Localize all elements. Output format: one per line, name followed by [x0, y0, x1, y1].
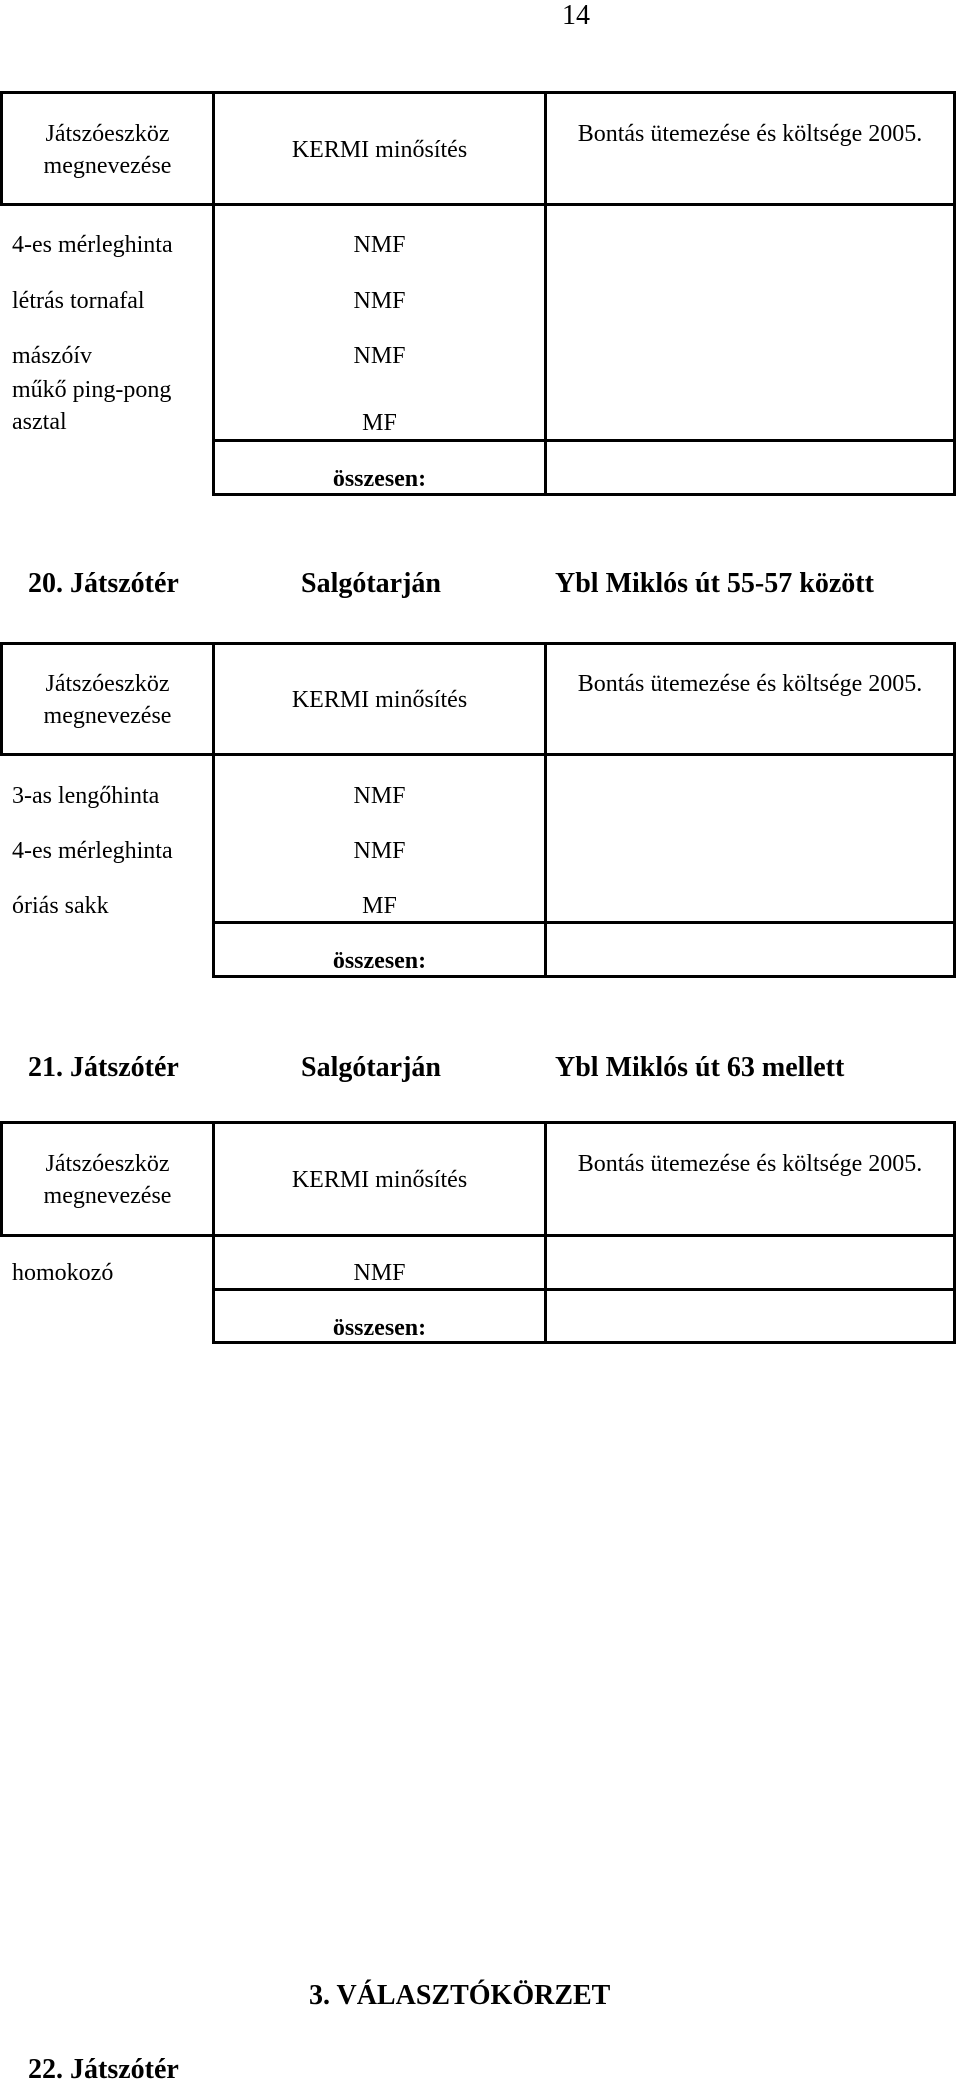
next-playground-heading: 22. Játszótér	[28, 2054, 179, 2085]
page-number: 14	[562, 0, 590, 31]
table-row-device: létrás tornafal	[12, 288, 145, 314]
playground-address: Ybl Miklós út 63 mellett	[555, 1052, 845, 1083]
header-schedule: Bontás ütemezése és költsége 2005.	[577, 1151, 923, 1177]
header-kermi: KERMI minősítés	[291, 687, 468, 713]
header-kermi: KERMI minősítés	[291, 137, 468, 163]
table-row-device: mászóív	[12, 343, 92, 369]
table-row-kermi: NMF	[353, 783, 406, 809]
table-row-device: 3-as lengőhinta	[12, 783, 160, 809]
header-device: Játszóeszköz megnevezése	[43, 671, 172, 729]
header-schedule: Bontás ütemezése és költsége 2005.	[577, 671, 923, 697]
total-label: összesen:	[332, 466, 427, 492]
table-row-device: műkő ping-pong asztal	[12, 377, 172, 435]
table-row-device: homokozó	[12, 1260, 114, 1286]
table-row-kermi: MF	[362, 893, 397, 919]
header-schedule: Bontás ütemezése és költsége 2005.	[577, 121, 923, 147]
playground-city: Salgótarján	[301, 1052, 441, 1083]
playground-number: 21. Játszótér	[28, 1052, 179, 1083]
section-title: 3. VÁLASZTÓKÖRZET	[309, 1980, 611, 2011]
header-device: Játszóeszköz megnevezése	[43, 121, 172, 179]
playground-number: 20. Játszótér	[28, 568, 179, 599]
total-label: összesen:	[332, 1315, 427, 1341]
table-row-kermi: NMF	[353, 288, 406, 314]
header-device: Játszóeszköz megnevezése	[43, 1151, 172, 1209]
table-row-kermi: MF	[362, 410, 397, 436]
table-row-kermi: NMF	[353, 343, 406, 369]
table-row-device: 4-es mérleghinta	[12, 232, 173, 258]
table-row-device: óriás sakk	[12, 893, 109, 919]
table-row-kermi: NMF	[353, 232, 406, 258]
playground-city: Salgótarján	[301, 568, 441, 599]
table-row-device: 4-es mérleghinta	[12, 838, 173, 864]
table-row-kermi: NMF	[353, 1260, 406, 1286]
total-label: összesen:	[332, 948, 427, 974]
table-row-kermi: NMF	[353, 838, 406, 864]
header-kermi: KERMI minősítés	[291, 1167, 468, 1193]
playground-address: Ybl Miklós út 55-57 között	[555, 568, 874, 599]
